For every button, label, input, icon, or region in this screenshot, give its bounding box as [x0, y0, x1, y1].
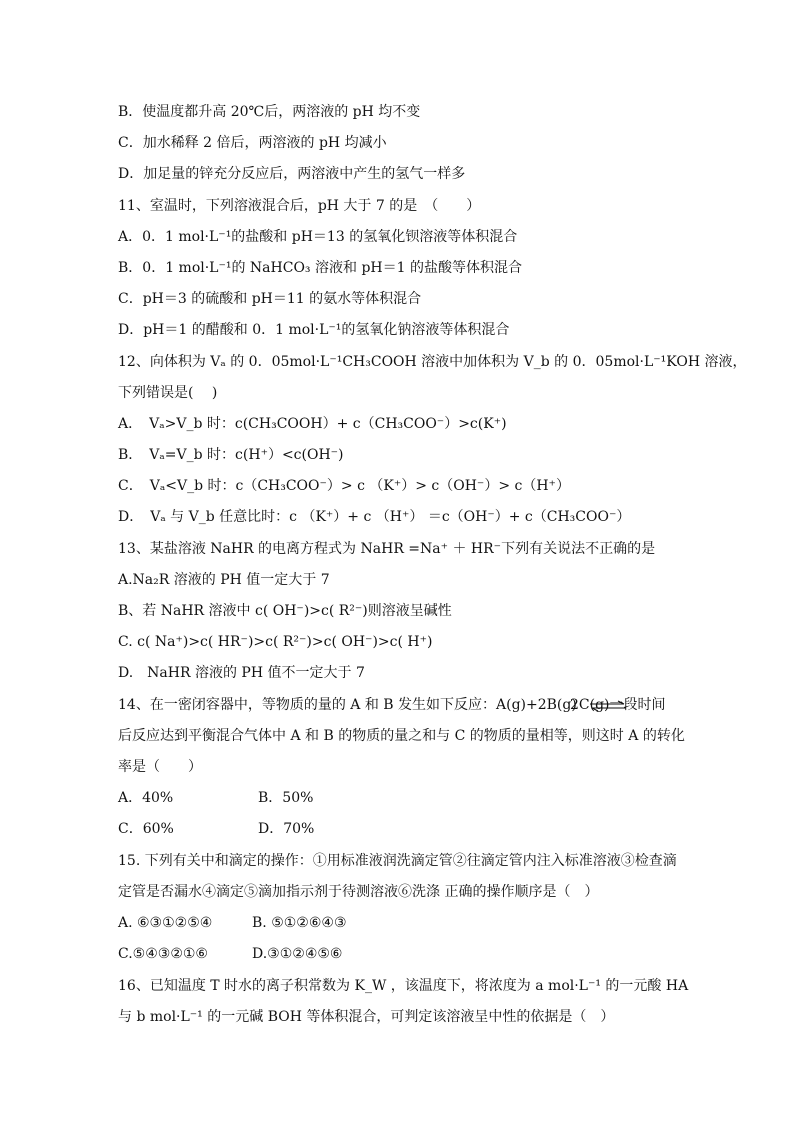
- question-15-stem: 15. 下列有关中和滴定的操作：①用标准液润洗滴定管②往滴定管内注入标准溶液③检查滴: [118, 853, 677, 869]
- q11-option-a: A．0．1 mol·L⁻¹的盐酸和 pH＝13 的氢氧化钡溶液等体积混合: [118, 229, 518, 245]
- question-11-stem: 11、室温时，下列溶液混合后，pH 大于 7 的是 （ ）: [118, 198, 481, 214]
- q13-option-d: D. NaHR 溶液的 PH 值不一定大于 7: [118, 665, 365, 681]
- q12-option-b: B． Vₐ=V_b 时：c(H⁺）<c(OH⁻): [118, 447, 344, 463]
- q13-option-a: A.Na₂R 溶液的 PH 值一定大于 7: [118, 572, 330, 588]
- question-16-stem-cont: 与 b mol·L⁻¹ 的一元碱 BOH 等体积混合，可判定该溶液呈中性的依据是（ ）: [118, 1009, 615, 1025]
- q11-option-c: C．pH＝3 的硫酸和 pH＝11 的氨水等体积混合: [118, 291, 422, 307]
- equilibrium-arrow-icon: [588, 700, 628, 712]
- q14-option-d: D．70%: [258, 821, 315, 837]
- question-14-stem-end: 率是（ ）: [118, 759, 202, 775]
- q15-option-b: B. ⑤①②⑥④③: [252, 915, 347, 931]
- q12-option-c: C． Vₐ<V_b 时：c（CH₃COO⁻）> c （K⁺）> c（OH⁻）> c（H⁺）: [118, 478, 570, 494]
- q11-option-b: B．0．1 mol·L⁻¹的 NaHCO₃ 溶液和 pH＝1 的盐酸等体积混合: [118, 260, 522, 276]
- question-15-stem-cont: 定管是否漏水④滴定⑤滴加指示剂于待测溶液⑥洗涤 正确的操作顺序是（ ）: [118, 884, 599, 900]
- q13-option-c: C. c( Na⁺)>c( HR⁻)>c( R²⁻)>c( OH⁻)>c( H⁺): [118, 634, 433, 650]
- q14-option-b: B．50%: [258, 790, 314, 806]
- question-14-stem-left: 14、在一密闭容器中，等物质的量的 A 和 B 发生如下反应：A(g)+2B(g): [118, 697, 577, 713]
- q11-option-d: D．pH＝1 的醋酸和 0．1 mol·L⁻¹的氢氧化钠溶液等体积混合: [118, 322, 510, 338]
- q15-option-c: C.⑤④③②①⑥: [118, 946, 208, 962]
- question-12-stem-cont: 下列错误是( ): [118, 385, 218, 401]
- option-b-temperature: B．使温度都升高 20℃后，两溶液的 pH 均不变: [118, 104, 421, 120]
- option-c-dilution: C．加水稀释 2 倍后，两溶液的 pH 均减小: [118, 135, 387, 151]
- q14-option-c: C．60%: [118, 821, 174, 837]
- question-16-stem: 16、已知温度 T 时水的离子积常数为 K_W ，该温度下，将浓度为 a mol·L⁻¹ 的一元酸 HA: [118, 978, 689, 994]
- q15-option-a: A. ⑥③①②⑤④: [118, 915, 213, 931]
- question-14-stem-right: 2C(g)一段时间: [570, 697, 666, 713]
- q14-option-a: A．40%: [118, 790, 174, 806]
- option-d-zinc: D．加足量的锌充分反应后，两溶液中产生的氢气一样多: [118, 166, 466, 182]
- question-13-stem: 13、某盐溶液 NaHR 的电离方程式为 NaHR =Na⁺ ＋ HR⁻下列有关说法不正确的是: [118, 541, 656, 557]
- q12-option-a: A． Vₐ>V_b 时：c(CH₃COOH）+ c（CH₃COO⁻）>c(K⁺): [118, 416, 507, 432]
- q13-option-b: B、若 NaHR 溶液中 c( OH⁻)>c( R²⁻)则溶液呈碱性: [118, 603, 452, 619]
- question-12-stem: 12、向体积为 Vₐ 的 0．05mol·L⁻¹CH₃COOH 溶液中加体积为 V_b 的 0．05mol·L⁻¹KOH 溶液，: [118, 354, 747, 370]
- q15-option-d: D.③①②④⑤⑥: [252, 946, 343, 962]
- q12-option-d: D． Vₐ 与 V_b 任意比时：c （K⁺）+ c （H⁺） ＝c（OH⁻）+ c（CH₃COO⁻）: [118, 509, 631, 525]
- question-14-stem-cont: 后反应达到平衡混合气体中 A 和 B 的物质的量之和与 C 的物质的量相等，则这时 A 的转化: [118, 728, 685, 744]
